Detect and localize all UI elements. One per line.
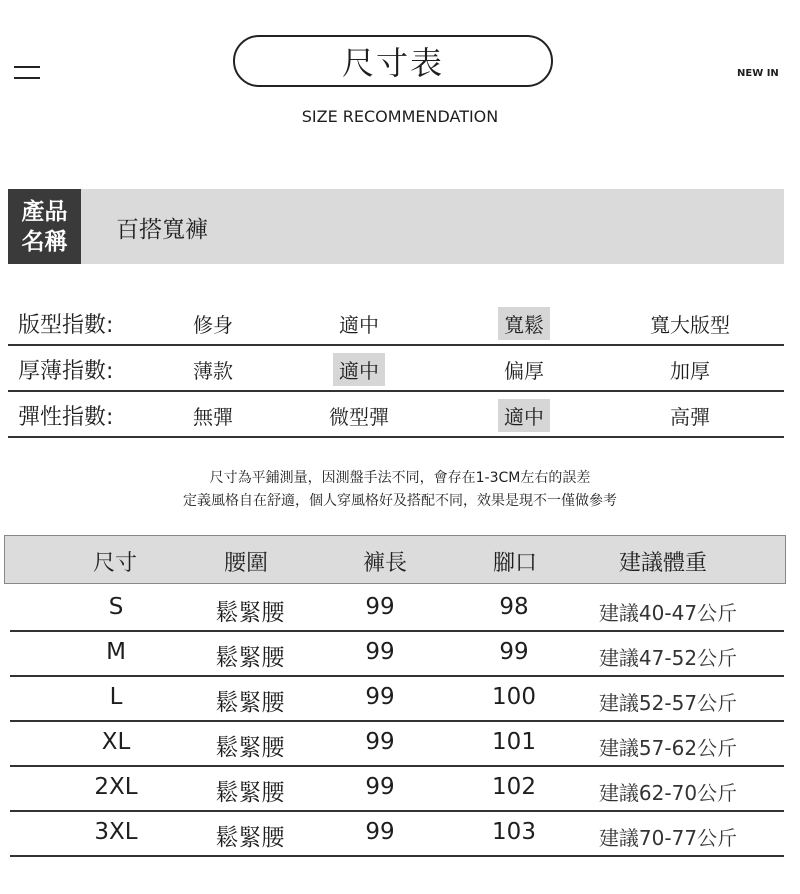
cell-length: 99 — [365, 639, 395, 665]
index-option: 微型彈 — [329, 405, 389, 429]
new-in-label: NEW IN — [737, 68, 779, 79]
index-option: 無彈 — [193, 405, 233, 429]
page-title: 尺寸表 — [233, 35, 553, 87]
cell-leg-opening: 103 — [492, 819, 536, 845]
cell-recommended-weight: 建議70-77公斤 — [598, 826, 738, 850]
cell-size: L — [109, 684, 123, 710]
cell-waist: 鬆緊腰 — [215, 690, 285, 716]
cell-length: 99 — [365, 594, 395, 620]
table-row — [10, 722, 784, 767]
cell-leg-opening: 102 — [492, 774, 536, 800]
size-table-header — [4, 535, 786, 584]
index-option: 適中 — [339, 313, 379, 337]
cell-size: 3XL — [94, 819, 138, 845]
cell-length: 99 — [365, 819, 395, 845]
table-row — [10, 677, 784, 722]
badge-line-2: 名稱 — [21, 228, 68, 255]
table-row — [10, 767, 784, 812]
cell-recommended-weight: 建議52-57公斤 — [598, 691, 738, 715]
cell-recommended-weight: 建議40-47公斤 — [598, 601, 738, 625]
header-waist: 腰圍 — [223, 551, 269, 576]
badge-line-1: 產品 — [21, 198, 68, 225]
elasticity-index-row — [8, 392, 784, 438]
cell-waist: 鬆緊腰 — [215, 780, 285, 806]
cell-waist: 鬆緊腰 — [215, 825, 285, 851]
header-leg-opening: 腳口 — [492, 551, 538, 576]
cell-recommended-weight: 建議47-52公斤 — [598, 646, 738, 670]
table-row — [10, 587, 784, 632]
cell-waist: 鬆緊腰 — [215, 600, 285, 626]
cell-size: XL — [101, 729, 131, 755]
index-option: 偏厚 — [504, 359, 544, 383]
cell-leg-opening: 101 — [492, 729, 536, 755]
header-recommended-weight: 建議體重 — [618, 551, 708, 576]
index-option: 寬大版型 — [650, 313, 730, 337]
cell-length: 99 — [365, 774, 395, 800]
cell-waist: 鬆緊腰 — [215, 645, 285, 671]
index-option: 薄款 — [193, 359, 233, 383]
header-size: 尺寸 — [92, 551, 138, 576]
index-option: 加厚 — [670, 359, 710, 383]
cell-leg-opening: 98 — [499, 594, 529, 620]
cell-size: M — [106, 639, 126, 665]
cell-length: 99 — [365, 729, 395, 755]
product-name-badge — [8, 189, 81, 264]
thickness-index-row — [8, 346, 784, 392]
index-label: 彈性指數: — [18, 405, 114, 430]
product-name: 百搭寬褲 — [116, 217, 208, 243]
cell-recommended-weight: 建議57-62公斤 — [598, 736, 738, 760]
table-row — [10, 632, 784, 677]
menu-icon[interactable] — [14, 66, 40, 80]
index-label: 版型指數: — [18, 313, 114, 338]
cell-size: S — [108, 594, 124, 620]
fit-index-row — [8, 300, 784, 346]
index-option: 修身 — [193, 313, 233, 337]
cell-leg-opening: 99 — [499, 639, 529, 665]
index-option-selected: 寬鬆 — [498, 307, 550, 340]
cell-waist: 鬆緊腰 — [215, 735, 285, 761]
measurement-note: 尺寸為平鋪測量，因測盤手法不同，會存在1-3CM左右的誤差 — [209, 470, 591, 486]
cell-length: 99 — [365, 684, 395, 710]
index-option-selected: 適中 — [333, 353, 385, 386]
index-option-selected: 適中 — [498, 399, 550, 432]
page-subtitle: SIZE RECOMMENDATION — [301, 107, 499, 126]
header-length: 褲長 — [362, 551, 408, 576]
table-row — [10, 812, 784, 857]
cell-size: 2XL — [94, 774, 138, 800]
cell-leg-opening: 100 — [492, 684, 536, 710]
index-label: 厚薄指數: — [18, 359, 114, 384]
cell-recommended-weight: 建議62-70公斤 — [598, 781, 738, 805]
style-note: 定義風格自在舒適，個人穿風格好及搭配不同，效果是現不一僅做參考 — [183, 493, 617, 509]
index-option: 高彈 — [670, 405, 710, 429]
